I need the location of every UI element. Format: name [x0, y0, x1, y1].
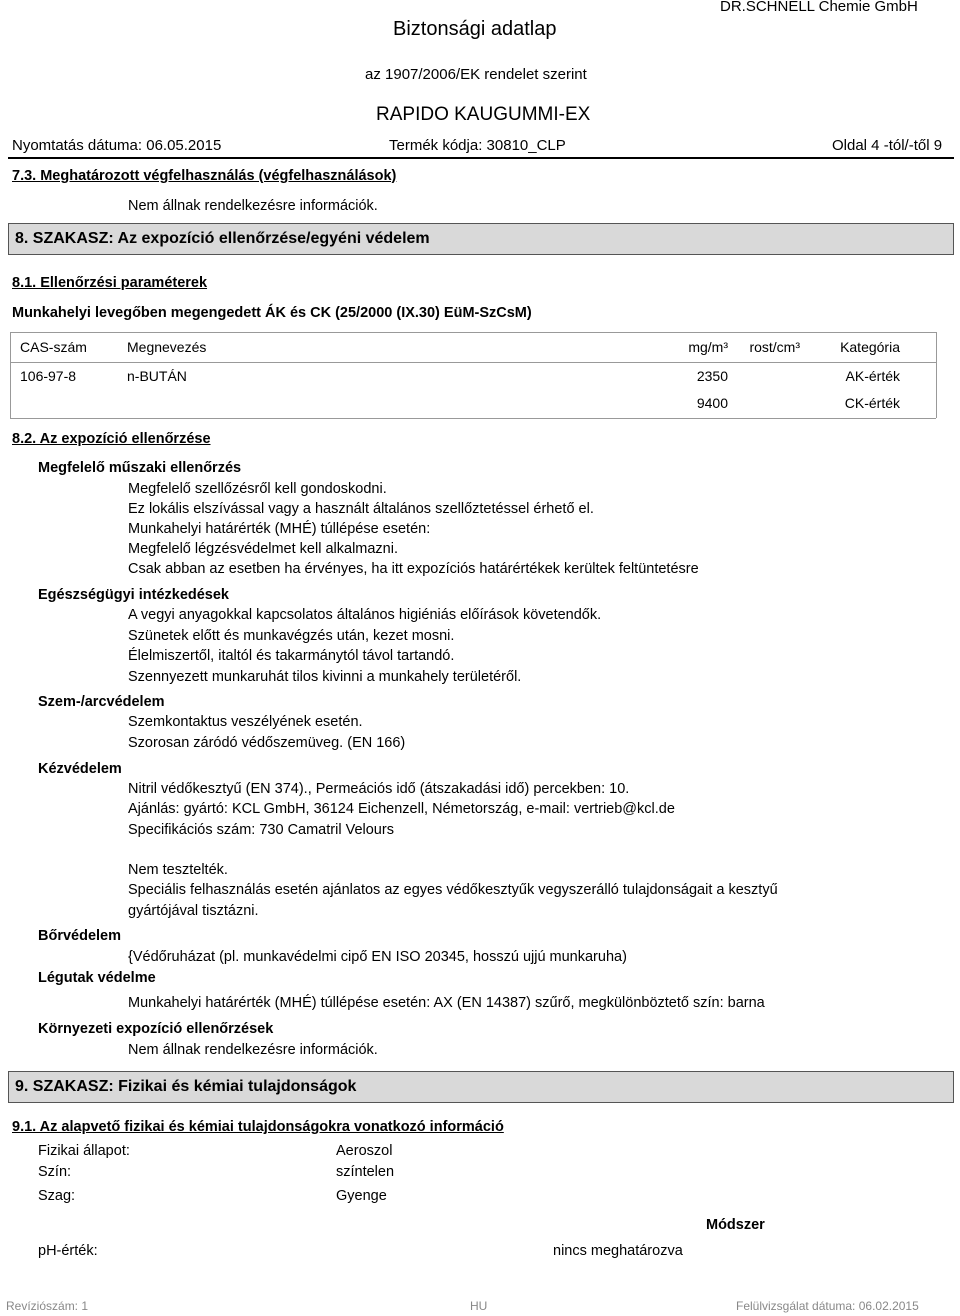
table-right-border: [936, 332, 937, 418]
section-9-bar: [8, 1071, 954, 1103]
product-name: RAPIDO KAUGUMMI-EX: [376, 104, 591, 125]
eye-protection-line: Szorosan záródó védőszemüveg. (EN 166): [128, 735, 406, 751]
section-9-title: 9. SZAKASZ: Fizikai és kémiai tulajdonságok: [15, 1078, 357, 1095]
environmental-controls-heading: Környezeti expozíció ellenőrzések: [38, 1021, 274, 1037]
hand-protection-line: Nitril védőkesztyű (EN 374)., Permeációs idő (átszakadási idő) percekben: 10.: [128, 781, 630, 797]
technical-controls-line: Ez lokális elszívással vagy a használt általános szellőztetéssel érhető el.: [128, 501, 594, 517]
document-title: Biztonsági adatlap: [393, 18, 557, 40]
eye-protection-line: Szemkontaktus veszélyének esetén.: [128, 714, 363, 730]
technical-controls-line: Munkahelyi határérték (MHÉ) túllépése esetén:: [128, 521, 431, 537]
company-name: DR.SCHNELL Chemie GmbH: [720, 0, 918, 15]
table-cell-category: AK-érték: [845, 368, 900, 384]
hygiene-heading: Egészségügyi intézkedések: [38, 587, 229, 603]
section-8-1-heading: 8.1. Ellenőrzési paraméterek: [12, 275, 208, 291]
print-date: Nyomtatás dátuma: 06.05.2015: [12, 137, 222, 154]
table-cell-mg: 2350: [696, 368, 728, 384]
respiratory-protection-text: Munkahelyi határérték (MHÉ) túllépése esetén: AX (EN 14387) szűrő, megkülönböztető szín: barna: [128, 995, 765, 1011]
property-label: Szín:: [38, 1164, 72, 1180]
table-cell-name: n-BUTÁN: [127, 368, 187, 384]
hand-protection-line: Ajánlás: gyártó: KCL GmbH, 36124 Eichenzell, Németország, e-mail: vertrieb@kcl.de: [128, 801, 675, 817]
environmental-controls-text: Nem állnak rendelkezésre információk.: [128, 1042, 378, 1058]
ph-value: nincs meghatározva: [553, 1243, 683, 1259]
table-header-mg: mg/m³: [688, 339, 728, 355]
hygiene-line: Élelmiszertől, italtól és takarmánytól távol tartandó.: [128, 648, 455, 664]
technical-controls-line: Megfelelő szellőzésről kell gondoskodni.: [128, 481, 387, 497]
hand-protection-heading: Kézvédelem: [38, 761, 122, 777]
hygiene-line: Szennyezett munkaruhát tilos kivinni a munkahely területéről.: [128, 669, 522, 685]
skin-protection-text: {Védőruházat (pl. munkavédelmi cipő EN ISO 20345, hosszú ujjú munkaruha): [128, 949, 627, 965]
section-7-3-text: Nem állnak rendelkezésre információk.: [128, 198, 378, 214]
technical-controls-line: Megfelelő légzésvédelmet kell alkalmazni.: [128, 541, 398, 557]
table-header-cas: CAS-szám: [20, 339, 87, 355]
table-header-category: Kategória: [840, 339, 900, 355]
section-7-3-heading: 7.3. Meghatározott végfelhasználás (végfelhasználások): [12, 168, 397, 184]
table-cell-category: CK-érték: [844, 395, 900, 411]
property-value: színtelen: [336, 1164, 395, 1180]
section-8-bar: [8, 223, 954, 255]
table-cell-mg: 9400: [696, 395, 728, 411]
footer-revision: Revíziószám: 1: [6, 1299, 89, 1313]
property-label: Fizikai állapot:: [38, 1143, 130, 1159]
property-value: Gyenge: [336, 1188, 387, 1204]
section-8-title: 8. SZAKASZ: Az expozíció ellenőrzése/egyéni védelem: [15, 230, 430, 247]
table-header-name: Megnevezés: [127, 339, 207, 355]
table-header-border: [10, 362, 936, 363]
regulation-text: az 1907/2006/EK rendelet szerint: [365, 66, 587, 83]
hand-protection-line: Nem tesztelték.: [128, 862, 228, 878]
hand-protection-line: gyártójával tisztázni.: [128, 903, 259, 919]
table-cell-cas: 106-97-8: [20, 368, 77, 384]
table-header-rost: rost/cm³: [749, 339, 800, 355]
skin-protection-heading: Bőrvédelem: [38, 928, 122, 944]
method-column-label: Módszer: [706, 1217, 765, 1233]
table-left-border: [10, 332, 11, 418]
header-divider: [8, 157, 954, 159]
section-9-1-heading: 9.1. Az alapvető fizikai és kémiai tulajdonságokra vonatkozó információ: [12, 1119, 504, 1135]
table-bottom-border: [10, 418, 936, 419]
hygiene-line: A vegyi anyagokkal kapcsolatos általános higiéniás előírások követendők.: [128, 607, 602, 623]
technical-controls-line: Csak abban az esetben ha érvényes, ha itt expozíciós határértékek kerültek feltüntetésre: [128, 561, 699, 577]
property-value: Aeroszol: [336, 1143, 393, 1159]
section-8-2-heading: 8.2. Az expozíció ellenőrzése: [12, 431, 211, 447]
eye-protection-heading: Szem-/arcvédelem: [38, 694, 165, 710]
page-number: Oldal 4 -tól/-től 9: [832, 137, 943, 154]
ph-label: pH-érték:: [38, 1243, 98, 1259]
technical-controls-heading: Megfelelő műszaki ellenőrzés: [38, 460, 242, 476]
hand-protection-line: Specifikációs szám: 730 Camatril Velours: [128, 822, 394, 838]
table-top-border: [10, 332, 936, 333]
product-code: Termék kódja: 30810_CLP: [389, 137, 566, 154]
exposure-table-caption: Munkahelyi levegőben megengedett ÁK és CK (25/2000 (IX.30) EüM-SzCsM): [12, 305, 532, 321]
footer-review-date: Felülvizsgálat dátuma: 06.02.2015: [736, 1299, 919, 1313]
footer-language: HU: [470, 1299, 488, 1313]
property-label: Szag:: [38, 1188, 76, 1204]
respiratory-protection-heading: Légutak védelme: [38, 970, 156, 986]
hygiene-line: Szünetek előtt és munkavégzés után, kezet mosni.: [128, 628, 455, 644]
hand-protection-line: Speciális felhasználás esetén ajánlatos az egyes védőkesztyűk vegyszerálló tulajdonságait a kesztyű: [128, 882, 778, 898]
